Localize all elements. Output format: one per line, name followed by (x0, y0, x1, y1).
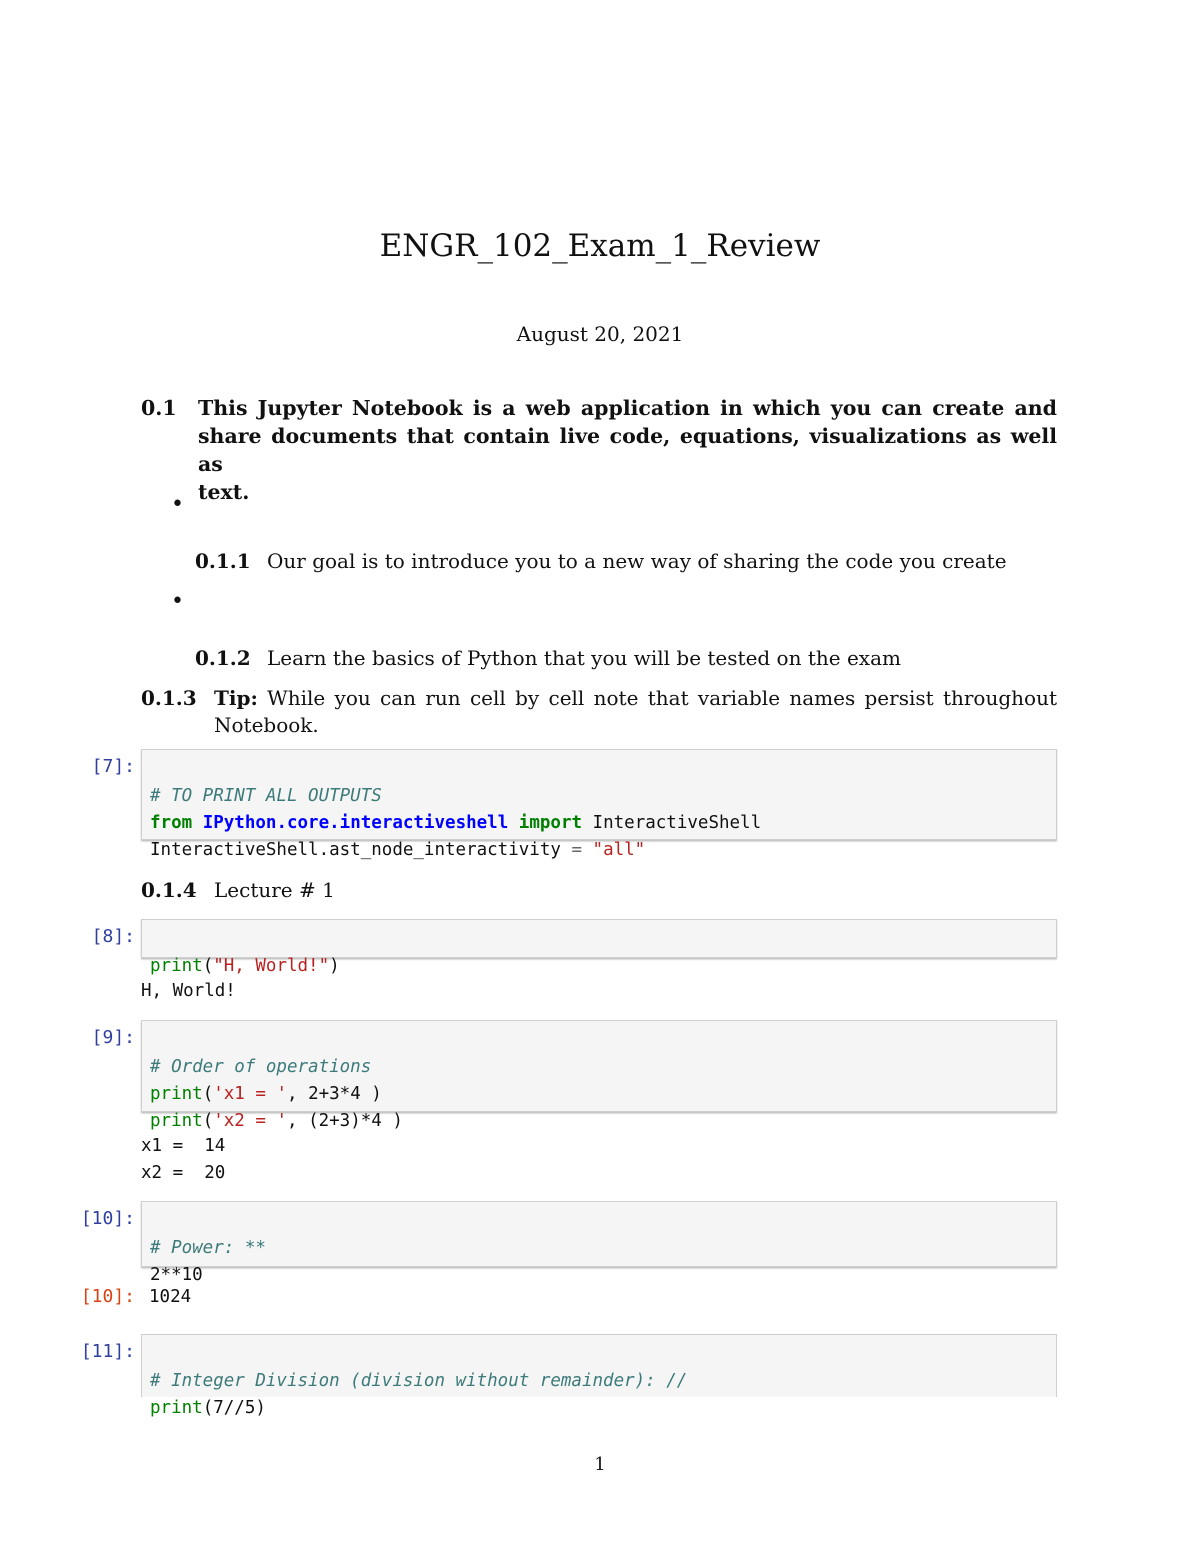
code-keyword: from (150, 813, 193, 833)
page-number: 1 (594, 1454, 606, 1475)
code-text: (7//5) (202, 1398, 266, 1418)
bullet-marker: • (171, 589, 184, 614)
code-text: , 2+3*4 ) (287, 1084, 382, 1104)
section-text-line: share documents that contain live code, equations, visualizations as well as (198, 424, 1057, 476)
section-number: 0.1 (141, 396, 177, 420)
code-text: ( (202, 956, 214, 976)
code-text: InteractiveShell (582, 813, 762, 833)
subsection-0-1-4-heading (141, 877, 1057, 904)
code-cell-10[interactable] (141, 1201, 1057, 1285)
code-cell-8[interactable] (141, 919, 1057, 976)
tip-label: Tip: (214, 686, 258, 710)
input-prompt: [9]: (91, 1027, 135, 1048)
code-cell-7[interactable] (141, 749, 1057, 860)
code-comment: # TO PRINT ALL OUTPUTS (150, 786, 382, 806)
code-string: 'x2 = ' (213, 1111, 287, 1131)
code-function: print (150, 1398, 203, 1418)
subsection-number: 0.1.2 (195, 646, 251, 670)
code-cell-11[interactable] (141, 1334, 1057, 1418)
input-prompt: [10]: (80, 1208, 135, 1229)
code-string: 'x1 = ' (213, 1084, 287, 1104)
document-date: August 20, 2021 (516, 322, 684, 346)
code-function: print (150, 956, 203, 976)
code-text: , (2+3)*4 ) (287, 1111, 403, 1131)
code-operator: = (571, 840, 582, 860)
bullet-marker: • (171, 492, 184, 517)
code-function: print (150, 1111, 203, 1131)
code-text: ) (329, 956, 340, 976)
section-text-line: This Jupyter Notebook is a web application in which you can create and (198, 396, 1057, 420)
subsection-0-1-2-heading (195, 645, 1065, 672)
subsection-text-line: Notebook. (214, 713, 319, 737)
tip-text: While you can run cell by cell note that variable names persist throughout (267, 686, 1058, 710)
subsection-number: 0.1.3 (141, 686, 197, 710)
subsection-0-1-3-heading (141, 685, 1057, 739)
subsection-number: 0.1.1 (195, 549, 251, 573)
subsection-number: 0.1.4 (141, 878, 197, 902)
subsection-text: Lecture # 1 (214, 878, 335, 902)
code-comment: # Power: ** (150, 1238, 266, 1258)
cell-output: x2 = 20 (141, 1163, 226, 1183)
subsection-text-line (214, 685, 1057, 712)
code-string: "H, World!" (213, 956, 330, 976)
subsection-0-1-1-heading (195, 548, 1065, 575)
code-function: print (150, 1084, 203, 1104)
code-comment: # Integer Division (division without remainder): // (150, 1371, 688, 1391)
cell-output: 1024 (149, 1287, 192, 1307)
section-text-line: text. (198, 480, 250, 504)
document-title: ENGR_102_Exam_1_Review (379, 228, 821, 264)
input-prompt: [8]: (91, 926, 135, 947)
code-text: 2**10 (150, 1265, 203, 1285)
subsection-text: Learn the basics of Python that you will be tested on the exam (267, 646, 901, 670)
code-module: IPython.core.interactiveshell (202, 813, 509, 833)
code-text: InteractiveShell.ast_node_interactivity (150, 840, 572, 860)
input-prompt: [7]: (91, 756, 135, 777)
code-string: "all" (592, 840, 646, 860)
code-cell-9[interactable]: # Order of operations print('x1 = ', 2+3*4 ) print('x2 = ', (2+3)*4 ) (141, 1020, 1057, 1112)
input-prompt: [11]: (80, 1341, 135, 1362)
subsection-text: Our goal is to introduce you to a new way of sharing the code you create (267, 549, 1007, 573)
cell-output: H, World! (141, 981, 236, 1001)
output-prompt: [10]: (80, 1286, 135, 1307)
code-keyword: import (518, 813, 583, 833)
cell-output: x1 = 14 (141, 1136, 226, 1156)
code-comment: # Order of operations (150, 1057, 372, 1077)
section-0-1-heading (141, 394, 1057, 506)
